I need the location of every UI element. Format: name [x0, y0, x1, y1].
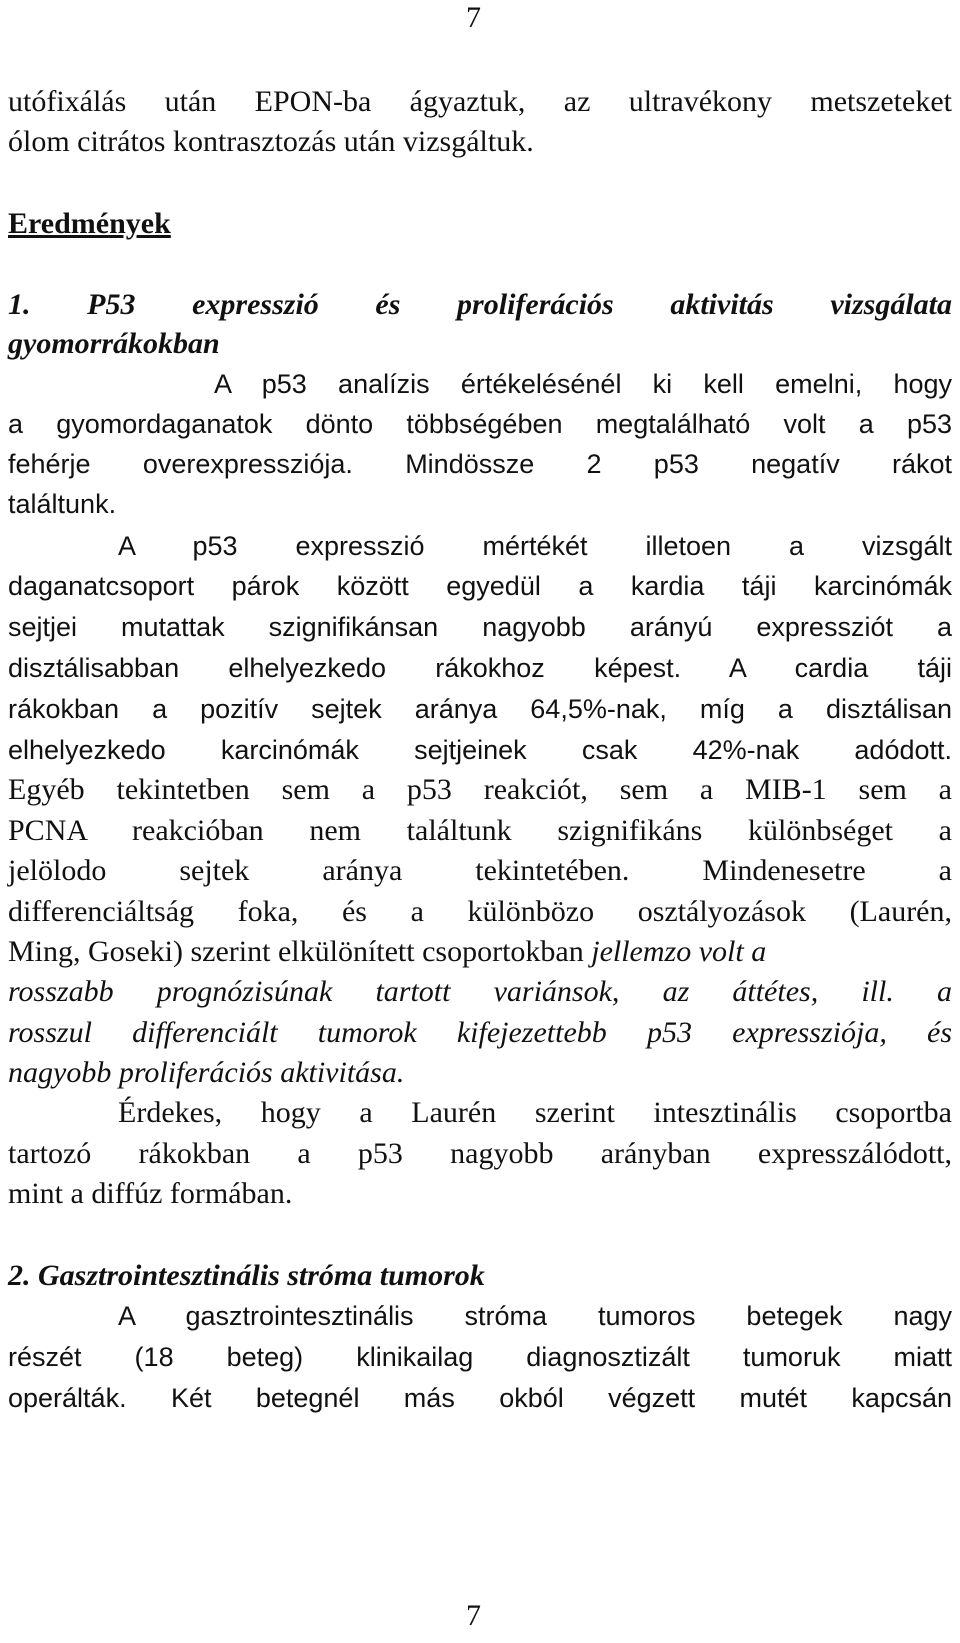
s2-p1-line-2: részét (18 beteg) klinikailag diagnosztizált tumoruk miatt	[8, 1342, 952, 1372]
s1-p2-line-5: rákokban a pozitív sejtek aránya 64,5%-nak, míg a disztálisan	[8, 694, 952, 724]
intro-line-2: ólom citrátos kontrasztozás után vizsgáltuk.	[8, 125, 534, 158]
s1-p4-line-2: tartozó rákokban a p53 nagyobb arányban expresszálódott,	[8, 1137, 952, 1170]
s1-p3-italic-start: jellemzo volt a	[591, 935, 767, 968]
intro-line-1: utófixálás után EPON-ba ágyaztuk, az ultravékony metszeteket	[8, 85, 952, 118]
section-heading: Eredmények	[8, 207, 171, 240]
s1-p3-line-2: PCNA reakcióban nem találtunk szignifikáns különbséget a	[8, 814, 952, 847]
s1-p1-line-1: A p53 analízis értékelésénél ki kell emelni, hogy	[214, 369, 952, 399]
s2-p1-line-3: operálták. Két betegnél más okból végzett mutét kapcsán	[8, 1383, 952, 1413]
s1-p2-line-1: A p53 expresszió mértékét illetoen a vizsgált	[118, 531, 952, 561]
section1-title-line-2: gyomorrákokban	[8, 327, 220, 360]
s1-p4-line-3: mint a diffúz formában.	[8, 1177, 293, 1210]
page-number-top: 7	[466, 1, 481, 34]
s1-p1-line-4: találtunk.	[8, 489, 117, 519]
s1-p3-line-4: differenciáltság foka, és a különbözo osztályozások (Laurén,	[8, 895, 952, 928]
s1-p3-line-5-normal: Ming, Goseki) szerint elkülönített csoportokban	[8, 935, 592, 968]
s1-p2-line-4: disztálisabban elhelyezkedo rákokhoz képest. A cardia táji	[8, 653, 952, 683]
s1-p3-italic-line-3: nagyobb proliferációs aktivitása.	[8, 1056, 405, 1089]
s1-p3-line-1: Egyéb tekintetben sem a p53 reakciót, sem a MIB-1 sem a	[8, 773, 952, 806]
section2-title: 2. Gasztrointesztinális stróma tumorok	[8, 1259, 485, 1292]
page-number-bottom: 7	[466, 1599, 481, 1632]
s1-p1-line-3: fehérje overexpressziója. Mindössze 2 p53 negatív rákot	[8, 449, 952, 479]
s1-p3-italic-line-1: rosszabb prognózisúnak tartott variánsok, az áttétes, ill. a	[8, 975, 952, 1008]
s1-p3-line-3: jelölodo sejtek aránya tekintetében. Mindenesetre a	[8, 854, 952, 887]
s1-p3-italic-line-2: rosszul differenciált tumorok kifejezettebb p53 expressziója, és	[8, 1016, 952, 1049]
s2-p1-line-1: A gasztrointesztinális stróma tumoros betegek nagy	[118, 1301, 952, 1331]
s1-p2-line-6: elhelyezkedo karcinómák sejtjeinek csak 42%-nak adódott.	[8, 735, 952, 765]
section1-title-line-1: 1. P53 expresszió és proliferációs aktivitás vizsgálata	[8, 288, 952, 321]
s1-p2-line-3: sejtjei mutattak szignifikánsan nagyobb arányú expressziót a	[8, 612, 952, 642]
s1-p4-line-1: Érdekes, hogy a Laurén szerint intesztinális csoportba	[118, 1096, 952, 1129]
s1-p2-line-2: daganatcsoport párok között egyedül a kardia táji karcinómák	[8, 571, 952, 601]
s1-p1-line-2: a gyomordaganatok dönto többségében megtalálható volt a p53	[8, 409, 952, 439]
s1-p3-line-5	[8, 930, 952, 974]
